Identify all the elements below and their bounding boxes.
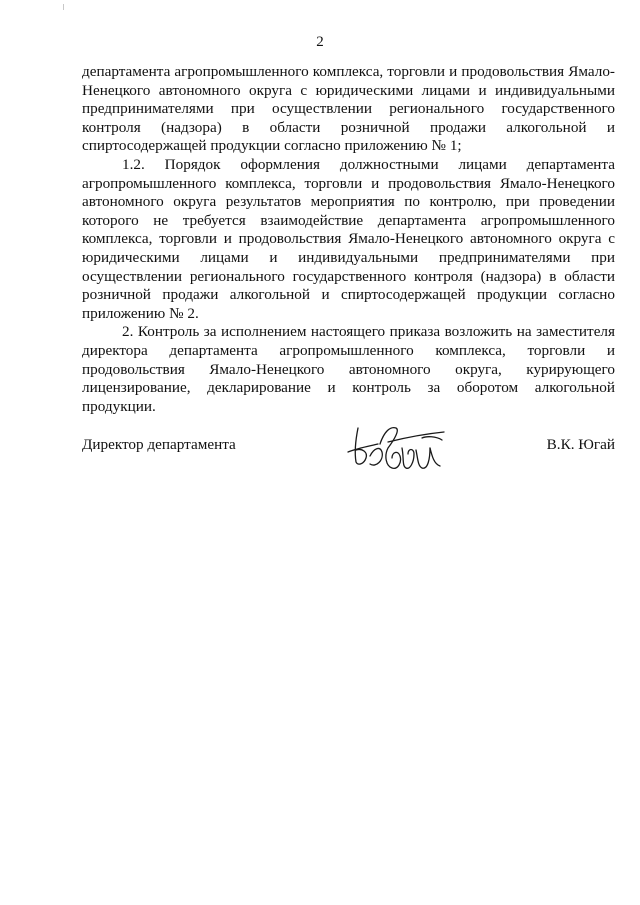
signatory-title: Директор департамента: [82, 436, 236, 453]
signature-block: [82, 430, 615, 480]
handwritten-signature: [344, 418, 454, 478]
document-body: [82, 63, 615, 416]
paragraph-item-1-2: 1.2. Порядок оформления должностными лицами департамента агропромышленного комплекса, торговли и продовольствия Ямало-Ненецкого автономного округа результатов мероприятия по контролю, при проведении которого не требуется взаимодействие департамента агропромышленного комплекса, торговли и продовольствия Ямало-Ненецкого автономного округа с юридическими лицами и индивидуальными предпринимателями при осуществлении регионального государственного контроля (надзора) в области розничной продажи алкогольной и спиртосодержащей продукции согласно приложению № 2.: [82, 155, 615, 322]
paragraph-item-2: 2. Контроль за исполнением настоящего приказа возложить на заместителя директора департамента агропромышленного комплекса, торговли и продовольствия Ямало-Ненецкого автономного округа, курирующего лицензирование, декларирование и контроль за оборотом алкогольной продукции.: [82, 323, 615, 415]
paragraph-continuation: департамента агропромышленного комплекса, торговли и продовольствия Ямало-Ненецкого автономного округа с юридическими лицами и индивидуальными предпринимателями при осуществлении регионального государственного контроля (надзора) в области розничной продажи алкогольной и спиртосодержащей продукции согласно приложению № 1;: [82, 63, 615, 155]
signatory-name: В.К. Югай: [546, 436, 615, 453]
page-number: 2: [316, 34, 324, 50]
scan-mark: [63, 4, 64, 10]
